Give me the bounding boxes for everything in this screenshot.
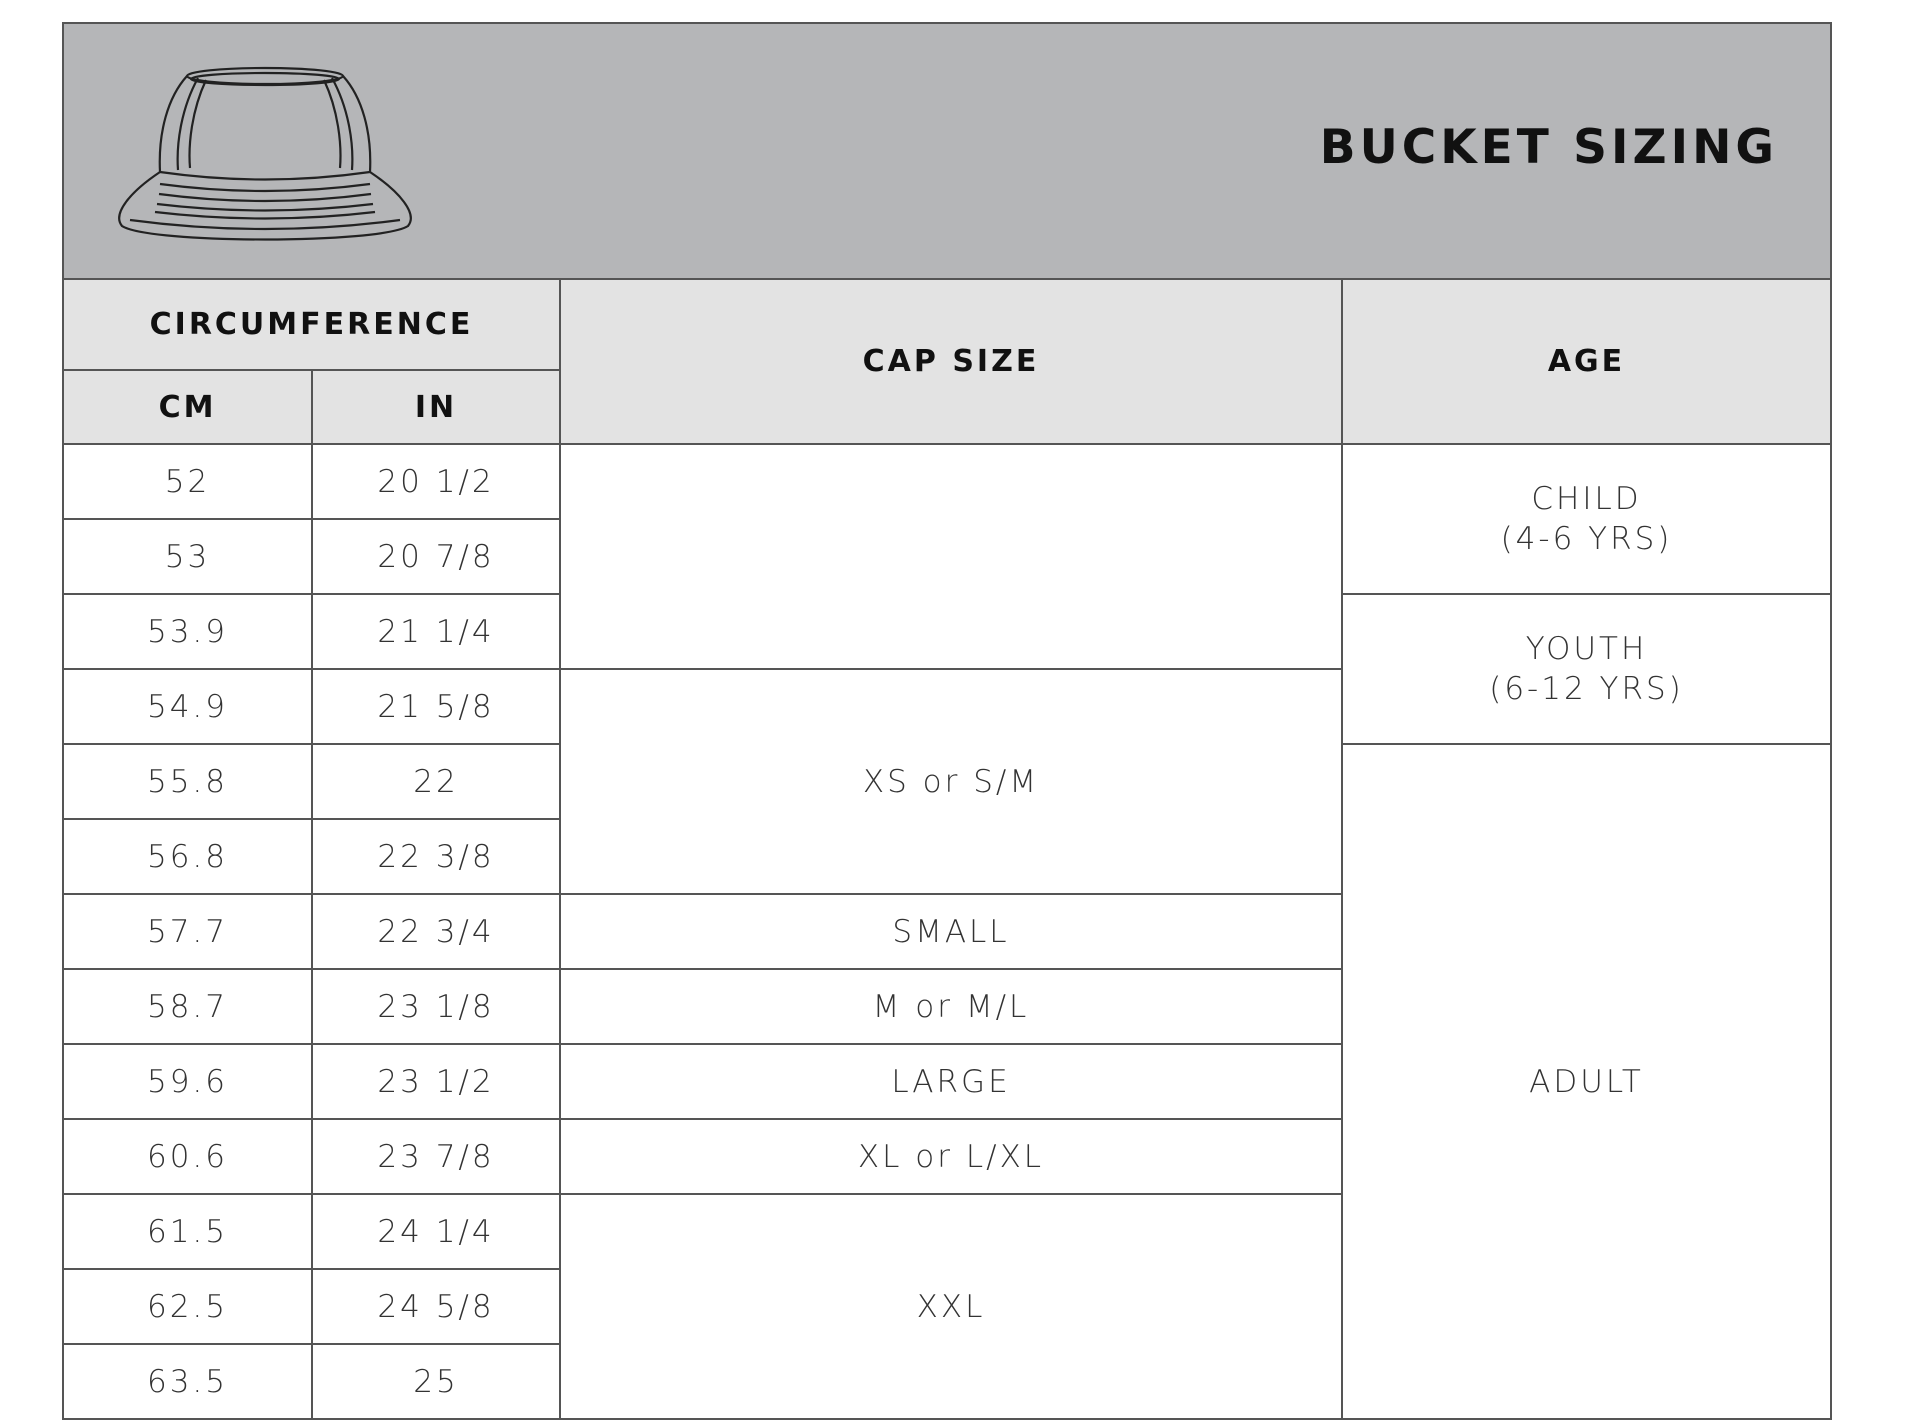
cm-cell: 63.5 [64, 1344, 312, 1419]
cm-header: CM [64, 370, 312, 444]
circumference-header: CIRCUMFERENCE [64, 280, 560, 370]
cap-size-cell: XL or L/XL [560, 1119, 1342, 1194]
age-cell-adult: ADULT [1342, 744, 1830, 1419]
cm-cell: 56.8 [64, 819, 312, 894]
cap-size-cell: XS or S/M [560, 669, 1342, 894]
cm-cell: 57.7 [64, 894, 312, 969]
cm-cell: 53 [64, 519, 312, 594]
cap-size-cell [560, 444, 1342, 669]
age-range: (6-12 YRS) [1489, 671, 1684, 707]
cm-cell: 60.6 [64, 1119, 312, 1194]
cm-cell: 52 [64, 444, 312, 519]
cm-cell: 53.9 [64, 594, 312, 669]
in-cell: 22 [312, 744, 560, 819]
sizing-chart [62, 22, 1832, 1420]
cm-cell: 54.9 [64, 669, 312, 744]
in-cell: 22 3/8 [312, 819, 560, 894]
cap-size-cell: XXL [560, 1194, 1342, 1419]
cap-size-cell: LARGE [560, 1044, 1342, 1119]
age-cell-youth [1342, 594, 1830, 744]
banner [64, 24, 1830, 280]
age-label: CHILD [1531, 481, 1642, 517]
in-cell: 23 1/2 [312, 1044, 560, 1119]
cm-cell: 55.8 [64, 744, 312, 819]
sizing-table [64, 280, 1830, 1420]
cm-cell: 61.5 [64, 1194, 312, 1269]
in-cell: 24 1/4 [312, 1194, 560, 1269]
in-cell: 24 5/8 [312, 1269, 560, 1344]
cap-size-cell: M or M/L [560, 969, 1342, 1044]
in-cell: 20 7/8 [312, 519, 560, 594]
age-label: YOUTH [1525, 631, 1648, 667]
bucket-hat-icon [110, 52, 420, 252]
age-header: AGE [1342, 280, 1830, 444]
age-cell-child [1342, 444, 1830, 594]
in-header: IN [312, 370, 560, 444]
cm-cell: 62.5 [64, 1269, 312, 1344]
in-cell: 23 1/8 [312, 969, 560, 1044]
cm-cell: 58.7 [64, 969, 312, 1044]
in-cell: 21 1/4 [312, 594, 560, 669]
in-cell: 20 1/2 [312, 444, 560, 519]
page-title: BUCKET SIZING [1319, 120, 1778, 175]
table-row [64, 444, 1830, 519]
cm-cell: 59.6 [64, 1044, 312, 1119]
in-cell: 22 3/4 [312, 894, 560, 969]
cap-size-cell: SMALL [560, 894, 1342, 969]
cap-size-header: CAP SIZE [560, 280, 1342, 444]
header-row [64, 280, 1830, 370]
in-cell: 23 7/8 [312, 1119, 560, 1194]
in-cell: 25 [312, 1344, 560, 1419]
age-range: (4-6 YRS) [1500, 521, 1673, 557]
in-cell: 21 5/8 [312, 669, 560, 744]
